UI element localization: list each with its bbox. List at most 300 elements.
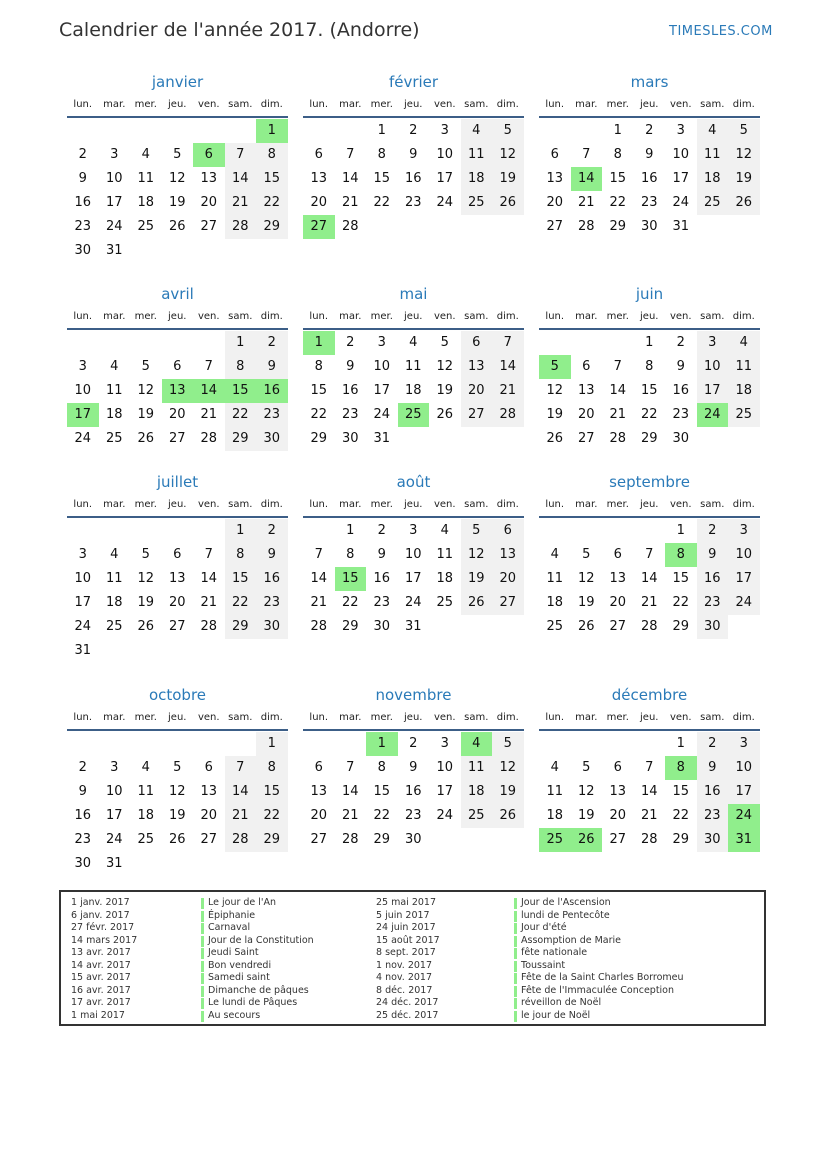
day-cell: 2 xyxy=(256,519,288,543)
day-cell: 6 xyxy=(314,760,323,775)
day-cell: 10 xyxy=(697,355,729,379)
day-cell: 14 xyxy=(341,171,359,186)
day-cell: 14 xyxy=(225,780,257,804)
day-cell: 23 xyxy=(373,595,391,610)
day-cell: 22 xyxy=(672,595,690,610)
weekday-label: lun. xyxy=(73,712,93,723)
weekday-label: lun. xyxy=(309,712,329,723)
day-cell: 11 xyxy=(461,143,493,167)
day-cell: 13 xyxy=(162,379,194,403)
day-cell: 18 xyxy=(697,167,729,191)
legend-date: 15 août 2017 xyxy=(376,934,440,946)
weekday-label: mer. xyxy=(134,712,157,723)
day-cell: 1 xyxy=(256,119,288,143)
day-cell: 25 xyxy=(137,832,155,847)
day-cell: 4 xyxy=(550,760,559,775)
weekday-label: mar. xyxy=(575,311,598,322)
day-cell: 1 xyxy=(676,736,685,751)
day-cell: 31 xyxy=(672,219,690,234)
weekday-label: dim. xyxy=(496,499,519,510)
day-cell: 27 xyxy=(168,431,186,446)
day-cell: 23 xyxy=(256,591,288,615)
day-cell: 9 xyxy=(78,171,87,186)
day-cell: 22 xyxy=(225,403,257,427)
day-cell: 12 xyxy=(137,383,155,398)
month-6 xyxy=(539,285,760,485)
day-cell: 11 xyxy=(436,547,454,562)
day-cell: 13 xyxy=(546,171,564,186)
day-cell: 22 xyxy=(373,808,391,823)
legend-holiday-name: Dimanche de pâques xyxy=(201,985,314,998)
day-cell: 25 xyxy=(398,403,430,427)
day-cell: 5 xyxy=(492,119,524,143)
month-name: octobre xyxy=(148,686,207,704)
day-cell: 30 xyxy=(697,828,729,852)
day-cell: 28 xyxy=(640,619,658,634)
weekday-label: sam. xyxy=(464,499,489,510)
weekday-label: sam. xyxy=(464,311,489,322)
weekday-label: jeu. xyxy=(640,712,659,723)
day-cell: 12 xyxy=(137,571,155,586)
legend-date: 13 avr. 2017 xyxy=(71,947,131,958)
day-cell: 15 xyxy=(373,784,391,799)
day-cell: 11 xyxy=(137,171,155,186)
day-cell: 6 xyxy=(492,519,524,543)
legend-holiday-name: Assomption de Marie xyxy=(514,935,684,948)
day-cell: 21 xyxy=(577,195,595,210)
day-cell: 4 xyxy=(141,147,150,162)
site-logo-link[interactable]: TIMESLES.COM xyxy=(669,24,773,39)
weekday-label: ven. xyxy=(669,311,692,322)
day-cell: 22 xyxy=(256,804,288,828)
day-cell: 20 xyxy=(168,595,186,610)
day-cell: 3 xyxy=(697,331,729,355)
day-cell: 22 xyxy=(373,195,391,210)
day-cell: 16 xyxy=(256,379,288,403)
month-name: février xyxy=(388,73,439,91)
day-cell: 29 xyxy=(225,615,257,639)
day-cell: 3 xyxy=(110,760,119,775)
day-cell: 14 xyxy=(640,571,658,586)
day-cell: 21 xyxy=(310,595,328,610)
day-cell: 10 xyxy=(728,756,760,780)
legend-holiday-name: Bon vendredi xyxy=(201,960,314,973)
day-cell: 22 xyxy=(225,591,257,615)
holiday-legend xyxy=(59,890,766,1026)
day-cell: 24 xyxy=(404,595,422,610)
legend-dates-col-2 xyxy=(376,897,440,1022)
day-cell: 12 xyxy=(728,143,760,167)
day-cell: 16 xyxy=(373,571,391,586)
day-cell: 16 xyxy=(74,808,92,823)
day-cell: 6 xyxy=(204,760,213,775)
month-name: juin xyxy=(635,285,664,303)
day-cell: 23 xyxy=(341,407,359,422)
weekday-label: lun. xyxy=(309,99,329,110)
day-cell: 14 xyxy=(200,571,218,586)
legend-holiday-name: le jour de Noël xyxy=(514,1010,684,1023)
day-cell: 8 xyxy=(225,355,257,379)
weekday-label: lun. xyxy=(545,712,565,723)
day-cell: 24 xyxy=(728,591,760,615)
month-name: mars xyxy=(630,73,669,91)
day-cell: 20 xyxy=(168,407,186,422)
day-cell: 29 xyxy=(225,427,257,451)
weekday-label: mar. xyxy=(339,499,362,510)
day-cell: 14 xyxy=(640,784,658,799)
day-cell: 15 xyxy=(256,167,288,191)
day-cell: 13 xyxy=(461,355,493,379)
day-cell: 8 xyxy=(613,147,622,162)
day-cell: 18 xyxy=(105,595,123,610)
weekday-label: dim. xyxy=(496,311,519,322)
day-cell: 12 xyxy=(577,571,595,586)
day-cell: 30 xyxy=(256,427,288,451)
day-cell: 17 xyxy=(373,383,391,398)
day-cell: 13 xyxy=(200,784,218,799)
day-cell: 21 xyxy=(200,407,218,422)
legend-date: 1 nov. 2017 xyxy=(376,959,432,971)
day-cell: 9 xyxy=(256,543,288,567)
legend-date: 24 déc. 2017 xyxy=(376,997,439,1008)
day-cell: 22 xyxy=(310,407,328,422)
weekday-label: jeu. xyxy=(168,99,187,110)
day-cell: 22 xyxy=(672,808,690,823)
day-cell: 5 xyxy=(141,547,150,562)
day-cell: 7 xyxy=(645,547,654,562)
day-cell: 3 xyxy=(409,523,418,538)
day-cell: 7 xyxy=(225,756,257,780)
month-8 xyxy=(303,473,524,673)
day-cell: 27 xyxy=(303,215,335,239)
day-cell: 23 xyxy=(697,804,729,828)
day-cell: 23 xyxy=(672,407,690,422)
day-cell: 5 xyxy=(582,547,591,562)
month-rule xyxy=(539,729,760,731)
day-cell: 17 xyxy=(105,808,123,823)
day-cell: 17 xyxy=(74,595,92,610)
weekday-label: lun. xyxy=(73,99,93,110)
day-cell: 15 xyxy=(672,571,690,586)
month-rule xyxy=(67,116,288,118)
day-cell: 26 xyxy=(137,619,155,634)
day-cell: 9 xyxy=(676,359,685,374)
day-cell: 4 xyxy=(110,547,119,562)
day-cell: 20 xyxy=(609,595,627,610)
day-cell: 17 xyxy=(67,403,99,427)
day-cell: 15 xyxy=(640,383,658,398)
day-cell: 28 xyxy=(200,431,218,446)
day-cell: 26 xyxy=(546,431,564,446)
day-cell: 8 xyxy=(377,147,386,162)
day-cell: 2 xyxy=(346,335,355,350)
day-cell: 24 xyxy=(697,403,729,427)
month-rule xyxy=(303,729,524,731)
day-cell: 16 xyxy=(672,383,690,398)
day-cell: 12 xyxy=(168,171,186,186)
weekday-label: ven. xyxy=(433,712,456,723)
day-cell: 3 xyxy=(78,359,87,374)
legend-holiday-name: Toussaint xyxy=(514,960,684,973)
month-12 xyxy=(539,686,760,886)
day-cell: 21 xyxy=(225,191,257,215)
day-cell: 8 xyxy=(665,756,697,780)
day-cell: 3 xyxy=(676,123,685,138)
day-cell: 18 xyxy=(546,595,564,610)
weekday-label: ven. xyxy=(197,499,220,510)
weekday-label: sam. xyxy=(700,712,725,723)
day-cell: 1 xyxy=(676,523,685,538)
day-cell: 19 xyxy=(546,407,564,422)
day-cell: 11 xyxy=(404,359,422,374)
day-cell: 25 xyxy=(105,619,123,634)
day-cell: 18 xyxy=(105,407,123,422)
day-cell: 27 xyxy=(200,219,218,234)
day-cell: 24 xyxy=(436,195,454,210)
day-cell: 7 xyxy=(613,359,622,374)
day-cell: 3 xyxy=(110,147,119,162)
month-rule xyxy=(303,328,524,330)
weekday-label: dim. xyxy=(732,499,755,510)
month-1 xyxy=(67,73,288,273)
day-cell: 6 xyxy=(582,359,591,374)
month-rule xyxy=(539,516,760,518)
day-cell: 29 xyxy=(310,431,328,446)
weekday-label: dim. xyxy=(260,311,283,322)
day-cell: 11 xyxy=(546,784,564,799)
legend-date: 6 janv. 2017 xyxy=(71,909,130,921)
weekday-label: dim. xyxy=(260,712,283,723)
day-cell: 27 xyxy=(492,591,524,615)
day-cell: 6 xyxy=(314,147,323,162)
legend-holiday-name: Samedi saint xyxy=(201,972,314,985)
day-cell: 25 xyxy=(546,619,564,634)
day-cell: 7 xyxy=(645,760,654,775)
day-cell: 19 xyxy=(436,383,454,398)
legend-holiday-name: Fête de l'Immaculée Conception xyxy=(514,985,684,998)
weekday-label: ven. xyxy=(197,712,220,723)
day-cell: 23 xyxy=(404,808,422,823)
month-7 xyxy=(67,473,288,673)
day-cell: 19 xyxy=(728,167,760,191)
weekday-label: jeu. xyxy=(404,499,423,510)
day-cell: 14 xyxy=(609,383,627,398)
day-cell: 20 xyxy=(492,567,524,591)
day-cell: 28 xyxy=(341,219,359,234)
legend-date: 4 nov. 2017 xyxy=(376,972,432,983)
day-cell: 5 xyxy=(173,760,182,775)
day-cell: 31 xyxy=(728,828,760,852)
weekday-label: mer. xyxy=(606,99,629,110)
day-cell: 20 xyxy=(546,195,564,210)
day-cell: 30 xyxy=(697,615,729,639)
month-name: septembre xyxy=(609,473,690,491)
day-cell: 12 xyxy=(492,143,524,167)
legend-holiday-name: Au secours xyxy=(201,1010,314,1023)
day-cell: 11 xyxy=(697,143,729,167)
weekday-label: ven. xyxy=(669,712,692,723)
legend-date: 25 mai 2017 xyxy=(376,897,437,908)
day-cell: 30 xyxy=(74,243,92,258)
day-cell: 4 xyxy=(728,331,760,355)
day-cell: 20 xyxy=(200,808,218,823)
day-cell: 9 xyxy=(645,147,654,162)
day-cell: 20 xyxy=(310,808,328,823)
day-cell: 24 xyxy=(672,195,690,210)
month-rule xyxy=(303,116,524,118)
day-cell: 16 xyxy=(256,567,288,591)
month-name: juillet xyxy=(156,473,199,491)
day-cell: 22 xyxy=(640,407,658,422)
weekday-label: jeu. xyxy=(168,712,187,723)
month-rule xyxy=(67,516,288,518)
day-cell: 25 xyxy=(461,191,493,215)
day-cell: 8 xyxy=(645,359,654,374)
weekday-label: jeu. xyxy=(404,311,423,322)
legend-holiday-name: Jour d'été xyxy=(514,922,684,935)
day-cell: 3 xyxy=(440,736,449,751)
legend-holiday-name: Épiphanie xyxy=(201,910,314,923)
weekday-label: sam. xyxy=(228,311,253,322)
day-cell: 1 xyxy=(225,331,257,355)
day-cell: 15 xyxy=(310,383,328,398)
day-cell: 6 xyxy=(173,547,182,562)
day-cell: 1 xyxy=(645,335,654,350)
day-cell: 12 xyxy=(492,756,524,780)
day-cell: 26 xyxy=(461,591,493,615)
day-cell: 28 xyxy=(225,828,257,852)
day-cell: 15 xyxy=(335,567,367,591)
day-cell: 31 xyxy=(373,431,391,446)
day-cell: 30 xyxy=(404,832,422,847)
day-cell: 21 xyxy=(640,808,658,823)
weekday-label: ven. xyxy=(433,499,456,510)
day-cell: 10 xyxy=(436,760,454,775)
day-cell: 30 xyxy=(341,431,359,446)
day-cell: 29 xyxy=(672,832,690,847)
weekday-label: mer. xyxy=(370,99,393,110)
day-cell: 27 xyxy=(200,832,218,847)
day-cell: 19 xyxy=(137,407,155,422)
day-cell: 1 xyxy=(613,123,622,138)
day-cell: 16 xyxy=(404,784,422,799)
day-cell: 18 xyxy=(404,383,422,398)
weekday-label: sam. xyxy=(700,311,725,322)
day-cell: 6 xyxy=(193,143,225,167)
day-cell: 13 xyxy=(310,784,328,799)
day-cell: 28 xyxy=(200,619,218,634)
day-cell: 30 xyxy=(640,219,658,234)
weekday-label: jeu. xyxy=(640,311,659,322)
weekday-label: mer. xyxy=(134,311,157,322)
day-cell: 29 xyxy=(672,619,690,634)
month-name: août xyxy=(396,473,431,491)
day-cell: 8 xyxy=(225,543,257,567)
day-cell: 23 xyxy=(697,591,729,615)
day-cell: 2 xyxy=(645,123,654,138)
day-cell: 20 xyxy=(310,195,328,210)
day-cell: 1 xyxy=(377,123,386,138)
day-cell: 13 xyxy=(609,571,627,586)
day-cell: 15 xyxy=(225,567,257,591)
weekday-label: dim. xyxy=(732,311,755,322)
day-cell: 8 xyxy=(346,547,355,562)
month-rule xyxy=(539,116,760,118)
day-cell: 23 xyxy=(74,219,92,234)
day-cell: 21 xyxy=(341,808,359,823)
day-cell: 11 xyxy=(728,355,760,379)
day-cell: 14 xyxy=(492,355,524,379)
day-cell: 25 xyxy=(137,219,155,234)
legend-holiday-name: Jour de la Constitution xyxy=(201,935,314,948)
day-cell: 6 xyxy=(550,147,559,162)
day-cell: 4 xyxy=(409,335,418,350)
legend-names-col-1 xyxy=(201,897,314,1022)
day-cell: 1 xyxy=(366,732,398,756)
day-cell: 10 xyxy=(373,359,391,374)
day-cell: 1 xyxy=(225,519,257,543)
day-cell: 14 xyxy=(571,167,603,191)
day-cell: 13 xyxy=(609,784,627,799)
day-cell: 29 xyxy=(640,431,658,446)
legend-holiday-name: Fête de la Saint Charles Borromeu xyxy=(514,972,684,985)
weekday-label: jeu. xyxy=(404,712,423,723)
day-cell: 13 xyxy=(200,171,218,186)
legend-date: 1 janv. 2017 xyxy=(71,897,130,908)
day-cell: 11 xyxy=(546,571,564,586)
day-cell: 29 xyxy=(373,832,391,847)
weekday-label: ven. xyxy=(433,311,456,322)
day-cell: 2 xyxy=(78,147,87,162)
day-cell: 21 xyxy=(341,195,359,210)
day-cell: 16 xyxy=(697,567,729,591)
day-cell: 25 xyxy=(461,804,493,828)
legend-date: 15 avr. 2017 xyxy=(71,972,131,983)
weekday-label: mar. xyxy=(575,99,598,110)
legend-date: 17 avr. 2017 xyxy=(71,997,131,1008)
weekday-label: mar. xyxy=(103,712,126,723)
day-cell: 16 xyxy=(697,780,729,804)
day-cell: 31 xyxy=(105,856,123,871)
month-name: janvier xyxy=(151,73,204,91)
day-cell: 10 xyxy=(404,547,422,562)
day-cell: 27 xyxy=(310,832,328,847)
day-cell: 10 xyxy=(105,784,123,799)
day-cell: 31 xyxy=(74,643,92,658)
weekday-label: sam. xyxy=(700,99,725,110)
weekday-label: jeu. xyxy=(168,311,187,322)
legend-holiday-name: Jeudi Saint xyxy=(201,947,314,960)
day-cell: 19 xyxy=(577,808,595,823)
weekday-label: sam. xyxy=(464,712,489,723)
weekday-label: mar. xyxy=(339,99,362,110)
day-cell: 9 xyxy=(697,543,729,567)
day-cell: 5 xyxy=(440,335,449,350)
weekday-label: jeu. xyxy=(168,499,187,510)
day-cell: 29 xyxy=(609,219,627,234)
day-cell: 24 xyxy=(105,219,123,234)
weekday-label: lun. xyxy=(309,311,329,322)
day-cell: 30 xyxy=(672,431,690,446)
weekday-label: lun. xyxy=(73,311,93,322)
day-cell: 2 xyxy=(409,736,418,751)
day-cell: 4 xyxy=(141,760,150,775)
weekday-label: ven. xyxy=(433,99,456,110)
weekday-label: mar. xyxy=(103,99,126,110)
day-cell: 16 xyxy=(404,171,422,186)
day-cell: 14 xyxy=(193,379,225,403)
weekday-label: sam. xyxy=(228,499,253,510)
